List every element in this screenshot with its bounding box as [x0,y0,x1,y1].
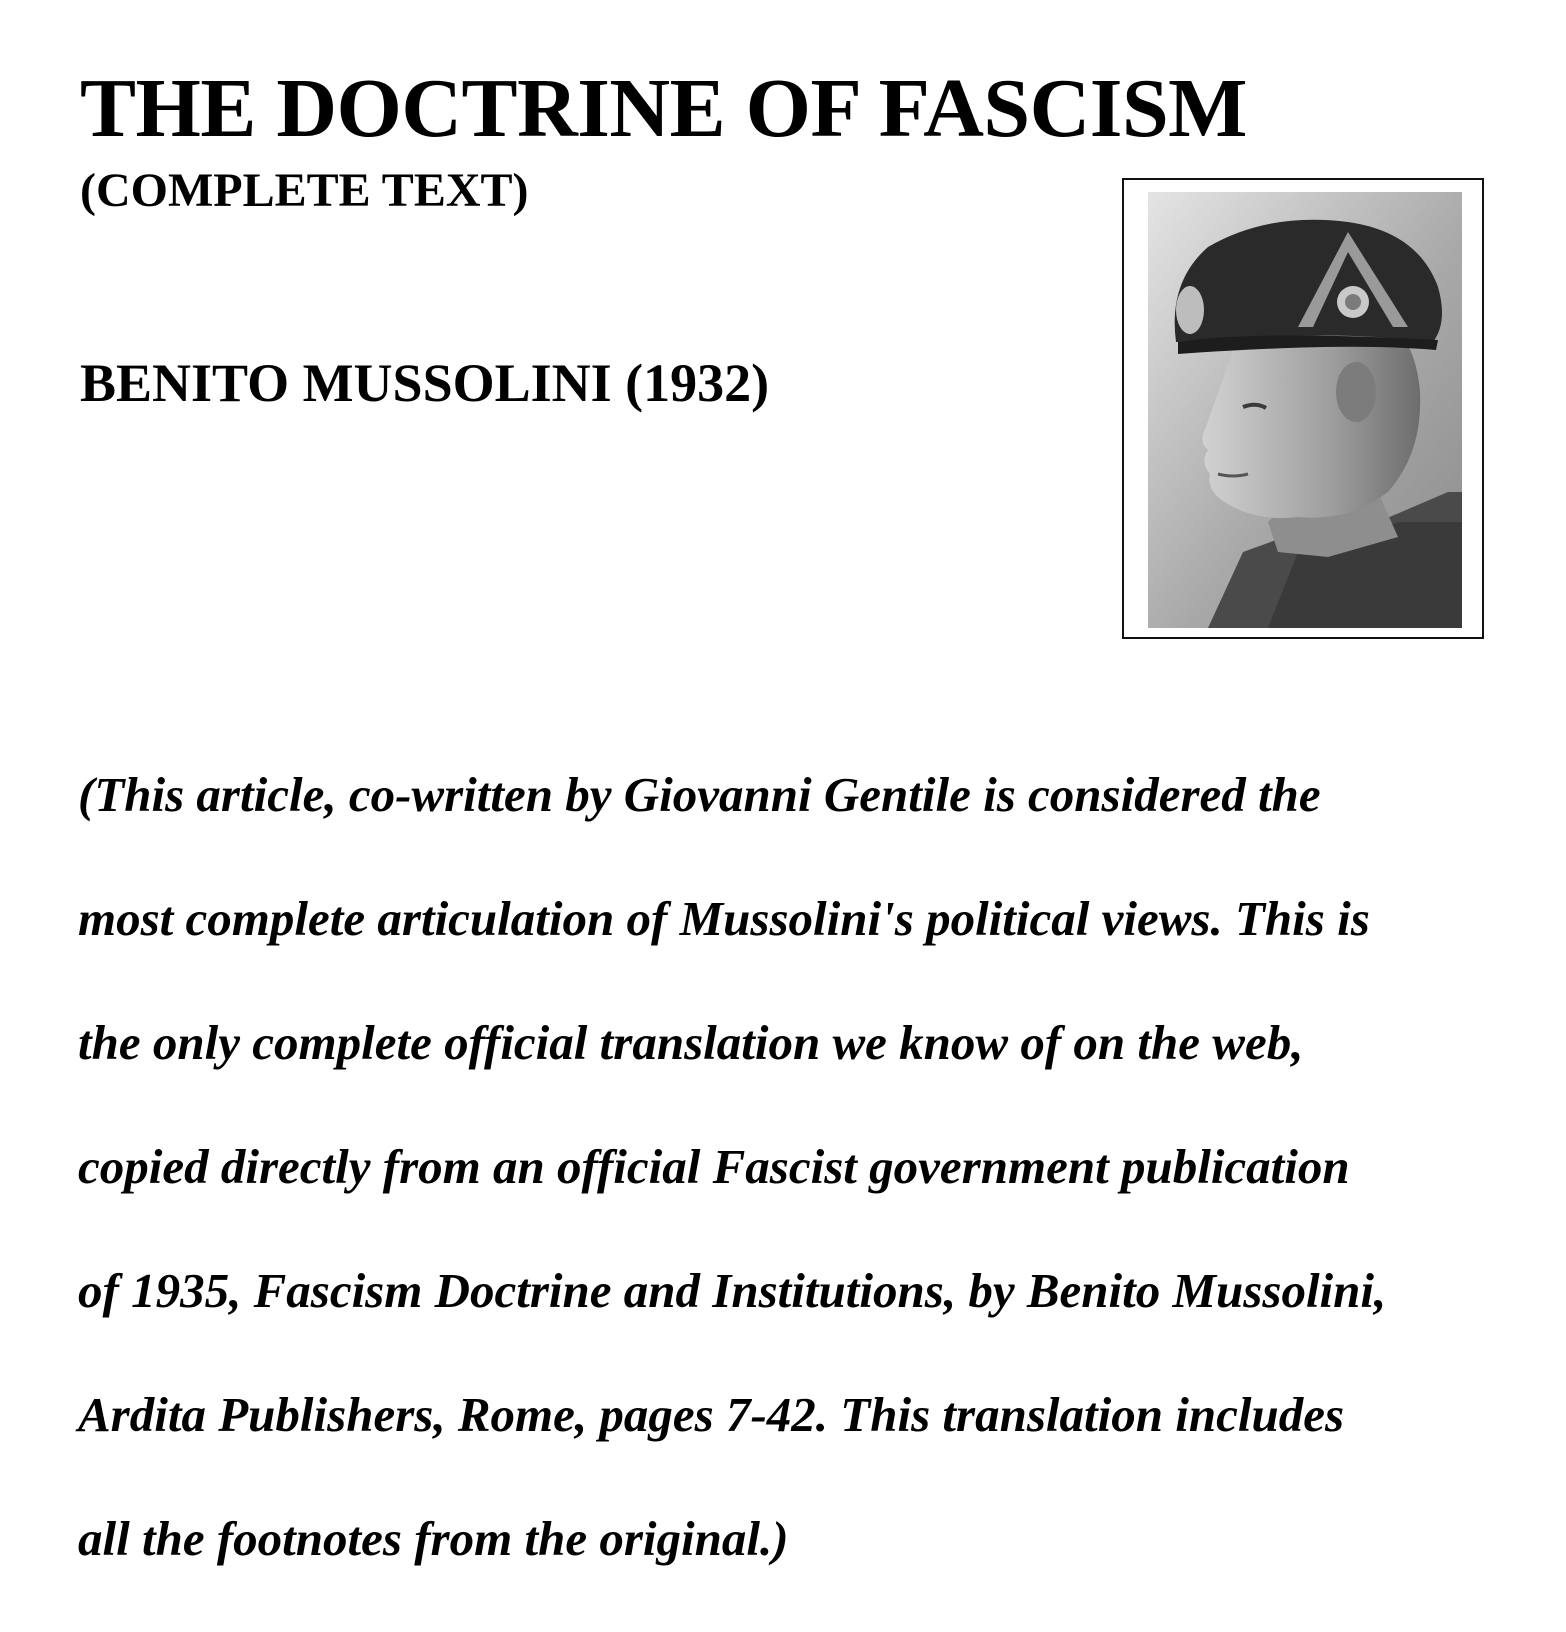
intro-line: all the footnotes from the original.) [78,1511,789,1566]
intro-line: most complete articulation of Mussolini's political views. This is [78,891,1370,946]
intro-line: of 1935, Fascism Doctrine and Institutions, by Benito Mussolini, [78,1263,1387,1318]
document-subtitle: (COMPLETE TEXT) [80,164,529,217]
portrait-frame [1122,178,1484,639]
portrait-illustration [1148,192,1462,628]
author-line: BENITO MUSSOLINI (1932) [80,353,770,413]
intro-line: Ardita Publishers, Rome, pages 7-42. This translation includes [78,1387,1345,1442]
intro-line: (This article, co-written by Giovanni Gentile is considered the [78,767,1321,822]
portrait-photo [1148,192,1462,628]
document-title: THE DOCTRINE OF FASCISM [80,62,1247,155]
intro-line: copied directly from an official Fascist government publication [78,1139,1350,1194]
introductory-note [78,702,1528,1632]
intro-line: the only complete official translation we know of on the web, [78,1015,1304,1070]
